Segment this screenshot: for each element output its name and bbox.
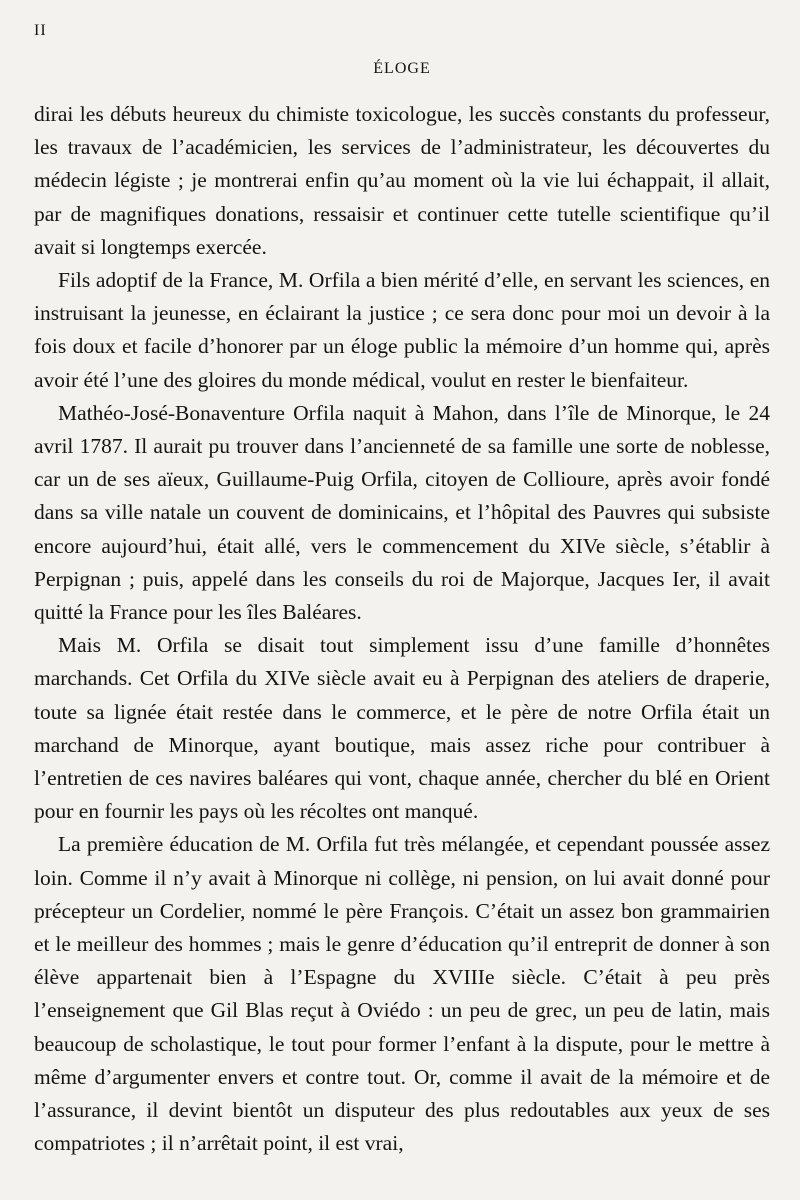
paragraph-4: Mais M. Orfila se disait tout simplement issu d’une famille d’honnêtes marchands. Cet Orfila du XIVe siècle avait eu à Perpignan des ateliers de draperie, toute sa lignée était restée dans le commerce, et le père de notre Orfila était un marchand de Minorque, ayant boutique, mais assez riche pour contribuer à l’entretien de ces navires baléares qui vont, chaque année, chercher du blé en Orient pour en fournir les pays où les récoltes ont manqué. bbox=[34, 633, 770, 824]
running-title: ÉLOGE bbox=[373, 60, 431, 77]
paragraph-2: Fils adoptif de la France, M. Orfila a bien mérité d’elle, en servant les sciences, en instruisant la jeunesse, en éclairant la justice ; ce sera donc pour moi un devoir à la fois doux et facile d’honorer par un éloge public la mémoire d’un homme qui, après avoir été l’une des gloires du monde médical, voulut en rester le bienfaiteur. bbox=[34, 268, 770, 392]
running-head bbox=[34, 22, 770, 50]
body-text bbox=[34, 98, 770, 1161]
paragraph-3: Mathéo-José-Bonaventure Orfila naquit à Mahon, dans l’île de Minorque, le 24 avril 1787. Il aurait pu trouver dans l’ancienneté de sa famille une sorte de noblesse, car un de ses aïeux, Guillaume-Puig Orfila, citoyen de Collioure, après avoir fondé dans sa ville natale un couvent de dominicains, et l’hôpital des Pauvres qui subsiste encore aujourd’hui, était allé, vers le commencement du XIVe siècle, s’établir à Perpignan ; puis, appelé dans les conseils du roi de Majorque, Jacques Ier, il avait quitté la France pour les îles Baléares. bbox=[34, 400, 770, 625]
paragraph-5: La première éducation de M. Orfila fut très mélangée, et cependant poussée assez loin. Comme il n’y avait à Minorque ni collège, ni pension, on lui avait donné pour précepteur un Cordelier, nommé le père François. C’était un assez bon grammairien et le meilleur des hommes ; mais le genre d’éducation qu’il entreprit de donner à son élève appartenait bien à l’Espagne du XVIIIe siècle. C’était à peu près l’enseignement que Gil Blas reçut à Oviédo : un peu de grec, un peu de latin, mais beaucoup de scholastique, le tout pour former l’enfant à la dispute, pour le mettre à même d’argumenter envers et contre tout. Or, comme il avait de la mémoire et de l’assurance, il devint bientôt un disputeur des plus redoutables aux yeux de ses compatriotes ; il n’arrêtait point, il est vrai, bbox=[34, 832, 770, 1156]
running-title-row bbox=[34, 60, 770, 88]
paragraph-1: dirai les débuts heureux du chimiste toxicologue, les succès constants du professeur, les travaux de l’académicien, les services de l’administrateur, les découvertes du médecin légiste ; je montrerai enfin qu’au moment où la vie lui échappait, il allait, par de magnifiques donations, ressaisir et continuer cette tutelle scientifique qu’il avait si longtemps exercée. bbox=[34, 102, 770, 259]
page-number: II bbox=[34, 22, 47, 39]
